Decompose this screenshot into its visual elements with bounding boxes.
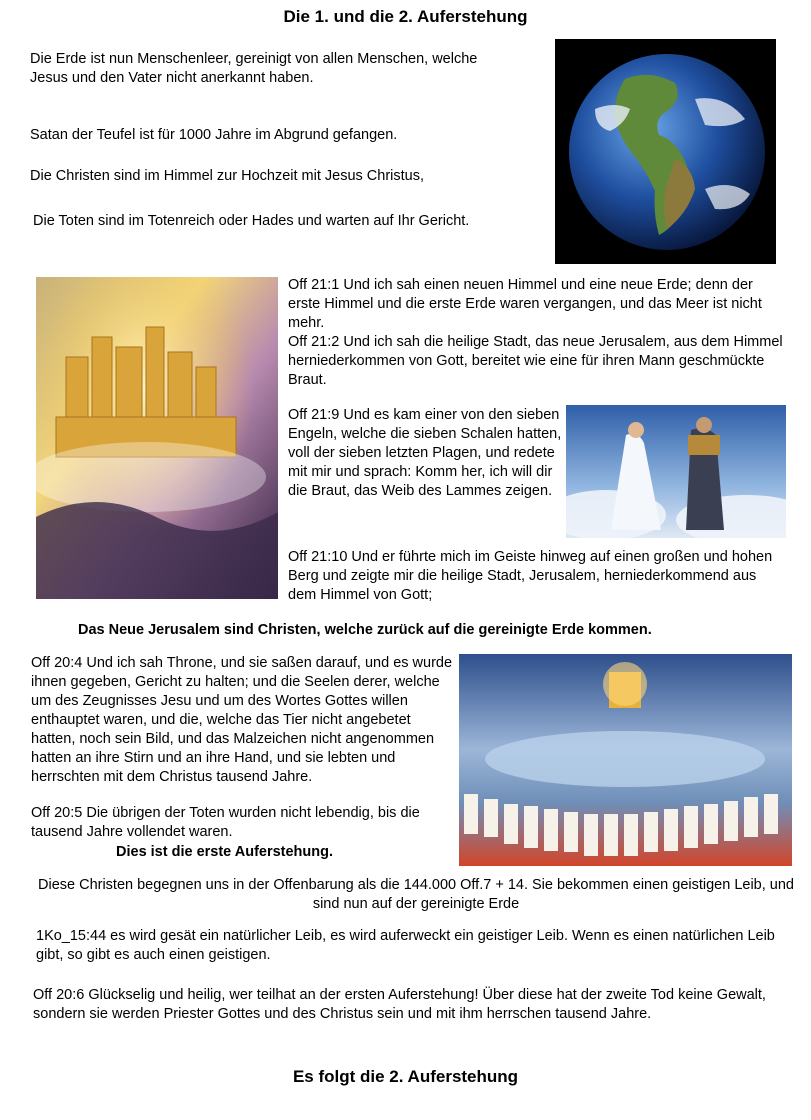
- second-resurrection-heading: Es folgt die 2. Auferstehung: [292, 1067, 519, 1086]
- page-title: Die 1. und die 2. Auferstehung: [283, 7, 528, 26]
- new-jerusalem-statement: Das Neue Jerusalem sind Christen, welche zurück auf die gereinigte Erde kommen.: [78, 622, 652, 638]
- intro-paragraph-4: Die Toten sind im Totenreich oder Hades und warten auf Ihr Gericht.: [33, 213, 470, 229]
- verse-off-20-6: Off 20:6 Glückselig und heilig, wer teilhat an der ersten Auferstehung! Über diese hat der zweite Tod keine Gewalt, sondern sie werden Priester Gottes und des Christus sein und mit ihm herrschen tausend Jahre.: [33, 987, 766, 1022]
- verse-1ko-15-44: 1Ko_15:44 es wird gesät ein natürlicher Leib, es wird auferweckt ein geistiger Leib. Wenn es einen natürlichen Leib gibt, so gibt es auch einen geistigen.: [36, 928, 775, 963]
- verse-off-21-1: Off 21:1 Und ich sah einen neuen Himmel und eine neue Erde; denn der erste Himmel und die erste Erde waren vergangen, und das Meer ist nicht mehr.: [288, 277, 762, 331]
- throne-crowd-image: [459, 654, 792, 866]
- verse-off-21-10: Off 21:10 Und er führte mich im Geiste hinweg auf einen großen und hohen Berg und zeigte mir die heilige Stadt, Jerusalem, herniederkommend aus dem Himmel von Gott;: [288, 549, 773, 603]
- intro-paragraph-1: Die Erde ist nun Menschenleer, gereinigt von allen Menschen, welche Jesus und den Vater nicht anerkannt haben.: [30, 51, 478, 86]
- verse-off-20-5: Off 20:5 Die übrigen der Toten wurden nicht lebendig, bis die tausend Jahre vollendet waren.: [31, 805, 420, 840]
- verse-off-21-2: Off 21:2 Und ich sah die heilige Stadt, das neue Jerusalem, aus dem Himmel herniederkommen von Gott, bereitet wie eine für ihren Mann geschmückte Braut.: [288, 334, 783, 388]
- intro-paragraph-2: Satan der Teufel ist für 1000 Jahre im Abgrund gefangen.: [30, 127, 398, 143]
- bride-and-lamb-image: [566, 405, 786, 538]
- first-resurrection-label: Dies ist die erste Auferstehung.: [116, 844, 334, 860]
- christen-144000-paragraph: Diese Christen begegnen uns in der Offenbarung als die 144.000 Off.7 + 14. Sie bekommen einen geistigen Leib, und sind nun auf der gereinigte Erde: [38, 877, 794, 912]
- intro-paragraph-3: Die Christen sind im Himmel zur Hochzeit mit Jesus Christus,: [30, 168, 425, 184]
- heavenly-city-image: [36, 277, 278, 599]
- verse-off-20-4: Off 20:4 Und ich sah Throne, und sie saßen darauf, und es wurde ihnen gegeben, Gericht zu halten; und die Seelen derer, welche um des Zeugnisses Jesu und um des Wortes Gottes willen enthauptet waren, und die, welche das Tier nicht angebetet hatten, noch sein Bild, und das Malzeichen nicht angenommen hatten an ihre Stirn und an ihre Hand, und sie lebten und herrschten mit dem Christus tausend Jahre.: [31, 655, 453, 785]
- verse-off-21-9: Off 21:9 Und es kam einer von den sieben Engeln, welche die sieben Schalen hatten, voll der sieben letzten Plagen, und redete mit mir und sprach: Komm her, ich will dir die Braut, das Weib des Lammes zeigen.: [288, 407, 562, 499]
- earth-image: [555, 39, 776, 264]
